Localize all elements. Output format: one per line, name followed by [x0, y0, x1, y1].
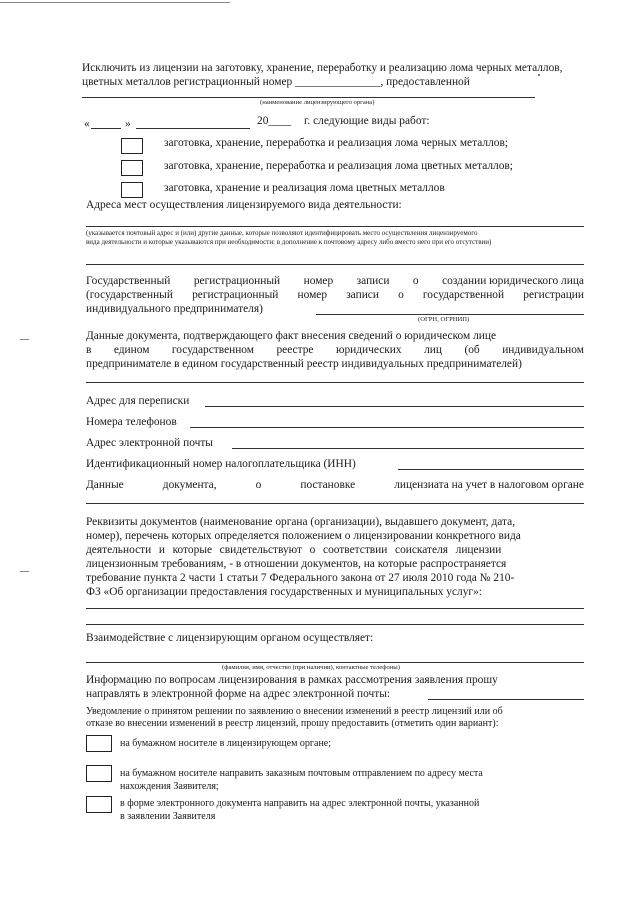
inn-label: Идентификационный номер налогоплательщика (ИНН) — [86, 458, 356, 470]
date-close-quote: » — [125, 118, 131, 130]
egrul-word: юридических — [335, 344, 402, 356]
reg-word: номер — [297, 289, 328, 301]
organ-caption: (наименование лицензирующего органа) — [260, 99, 375, 106]
organ-name-line — [82, 97, 535, 98]
info-line-1: Информацию по вопросам лицензирования в рамках рассмотрения заявления прошу — [86, 674, 498, 686]
ogrn-caption: (ОГРН, ОГРНИП) — [418, 316, 470, 323]
requisites-line-1: Реквизиты документов (наименование органа (организации), выдавшего документ, дата, — [86, 516, 516, 528]
option-checkbox-electronic[interactable] — [86, 796, 112, 813]
reg-line-1 — [86, 275, 584, 288]
egrul-data-line[interactable] — [86, 382, 584, 383]
contact-caption: (фамилия, имя, отчество (при наличии), контактные телефоны) — [222, 664, 400, 671]
reg-word: номер — [303, 275, 334, 287]
info-line-2: направлять в электронной форме на адрес электронной почты: — [86, 688, 391, 700]
reg-word: регистрационный — [193, 275, 281, 287]
scan-margin-mark — [20, 571, 29, 572]
reg-word: Государственный — [86, 275, 171, 287]
egrul-line-3: предпринимателе в едином государственный реестр индивидуальных предпринимателей) — [86, 358, 522, 370]
option-checkbox-paper-by-mail[interactable] — [86, 765, 112, 782]
reg-word: регистрации — [523, 289, 584, 301]
interaction-label: Взаимодействие с лицензирующим органом осуществляет: — [86, 632, 374, 644]
reg-word: записи — [356, 275, 390, 287]
requisites-line-3: деятельности и которые свидетельствуют о соответствии соискателя лицензии — [86, 544, 502, 556]
notice-line-2: отказе во внесении изменений в реестр лицензий, прошу предоставить (отметить один вариант): — [86, 718, 499, 729]
egrul-word: реестре — [276, 344, 314, 356]
reg-word: о — [412, 275, 419, 287]
egrul-word: индивидуальном — [502, 344, 584, 356]
date-month-line[interactable] — [136, 128, 250, 129]
scan-edge-line — [0, 2, 230, 3]
work-type-label-nonferrous: заготовка, хранение, переработка и реализация лома цветных металлов; — [164, 160, 513, 172]
tax-word: документа, — [162, 479, 217, 491]
address-note-line-1: (указывается почтовый адрес и (или) другие данные, которые позволяют идентифицировать место осуществления лицензируемого — [86, 229, 478, 237]
work-type-checkbox-ferrous[interactable] — [121, 138, 143, 154]
date-open-quote: « — [84, 118, 90, 130]
tax-line — [86, 479, 584, 492]
egrul-line-1: Данные документа, подтверждающего факт внесения сведений о юридическом лице — [86, 330, 497, 342]
inn-line[interactable] — [398, 469, 584, 470]
work-type-label-ferrous: заготовка, хранение, переработка и реализация лома черных металлов; — [164, 137, 508, 149]
tax-word: постановке — [300, 479, 356, 491]
correspondence-line[interactable] — [205, 406, 584, 407]
scan-margin-mark — [20, 339, 29, 340]
address-note-line-2: вида деятельности и которые указываются при необходимости: в дополнение к почтовому адресу либо вместо него при его отсутствии) — [86, 238, 492, 246]
option-label-paper-by-mail-2: нахождения Заявителя; — [120, 781, 219, 792]
ogrn-line[interactable] — [316, 314, 584, 315]
reg-word: записи — [346, 289, 379, 301]
requisites-line-5: требование пункта 2 части 1 статьи 7 Федерального закона от 27 июля 2010 года № 210- — [86, 572, 515, 584]
date-suffix: г. следующие виды работ: — [304, 115, 430, 127]
work-type-label-nonferrous-storage: заготовка, хранение и реализация лома цветных металлов — [164, 182, 445, 194]
egrul-word: едином — [113, 344, 150, 356]
option-checkbox-paper-in-office[interactable] — [86, 735, 112, 752]
egrul-word: в — [86, 344, 92, 356]
option-label-electronic-2: в заявлении Заявителя — [120, 811, 216, 822]
tax-word: Данные — [86, 479, 124, 491]
requisites-line-2: номер), перечень которых определяется положением о лицензировании конкретного вида — [86, 530, 521, 542]
date-year: 20____ — [257, 115, 292, 127]
tax-word: о — [255, 479, 262, 491]
address-heading: Адреса мест осуществления лицензируемого вида деятельности: — [86, 199, 402, 211]
egrul-word: (об — [464, 344, 480, 356]
scan-speck — [538, 74, 540, 76]
option-label-paper-in-office: на бумажном носителе в лицензирующем органе; — [120, 738, 332, 749]
info-email-line[interactable] — [428, 699, 584, 700]
reg-word: о — [398, 289, 404, 301]
reg-word: (государственный — [86, 289, 173, 301]
requisites-line-6: ФЗ «Об организации предоставления государственных и муниципальных услуг»: — [86, 586, 482, 598]
reg-line-3: индивидуального предпринимателя) — [86, 303, 263, 315]
option-label-electronic-1: в форме электронного документа направить на адрес электронной почты, указанной — [120, 798, 480, 809]
contact-person-line[interactable] — [86, 662, 584, 663]
reg-word: государственной — [422, 289, 505, 301]
tax-word: лицензиата на учет в налоговом органе — [394, 479, 584, 491]
address-extra-line[interactable] — [86, 264, 584, 265]
egrul-word: государственном — [171, 344, 254, 356]
egrul-line-2 — [86, 344, 584, 357]
reg-line-2 — [86, 289, 584, 302]
phones-line[interactable] — [190, 427, 584, 428]
intro-line-2: цветных металлов регистрационный номер _______________, предоставленной — [82, 76, 470, 88]
option-label-paper-by-mail-1: на бумажном носителе направить заказным почтовым отправлением по адресу места — [120, 768, 483, 779]
requisites-line-a[interactable] — [86, 608, 584, 609]
tax-data-line[interactable] — [86, 503, 584, 504]
work-type-checkbox-nonferrous[interactable] — [121, 160, 143, 176]
requisites-line-b[interactable] — [86, 624, 584, 625]
notice-line-1: Уведомление о принятом решении по заявлению о внесении изменений в реестр лицензий или об — [86, 706, 503, 717]
intro-line-1: Исключить из лицензии на заготовку, хранение, переработку и реализацию лома черных металлов, — [82, 62, 563, 74]
email-label: Адрес электронной почты — [86, 437, 213, 449]
requisites-line-4: лицензионным требованиям, - в отношении документов, на которые распространяется — [86, 558, 507, 570]
email-line[interactable] — [232, 448, 584, 449]
date-day-line[interactable] — [91, 128, 121, 129]
correspondence-label: Адрес для переписки — [86, 395, 190, 407]
egrul-word: лиц — [424, 344, 442, 356]
phones-label: Номера телефонов — [86, 416, 177, 428]
reg-word: создании юридического лица — [442, 275, 584, 287]
address-line[interactable] — [86, 226, 584, 227]
reg-word: регистрационный — [192, 289, 279, 301]
work-type-checkbox-nonferrous-storage[interactable] — [121, 182, 143, 198]
